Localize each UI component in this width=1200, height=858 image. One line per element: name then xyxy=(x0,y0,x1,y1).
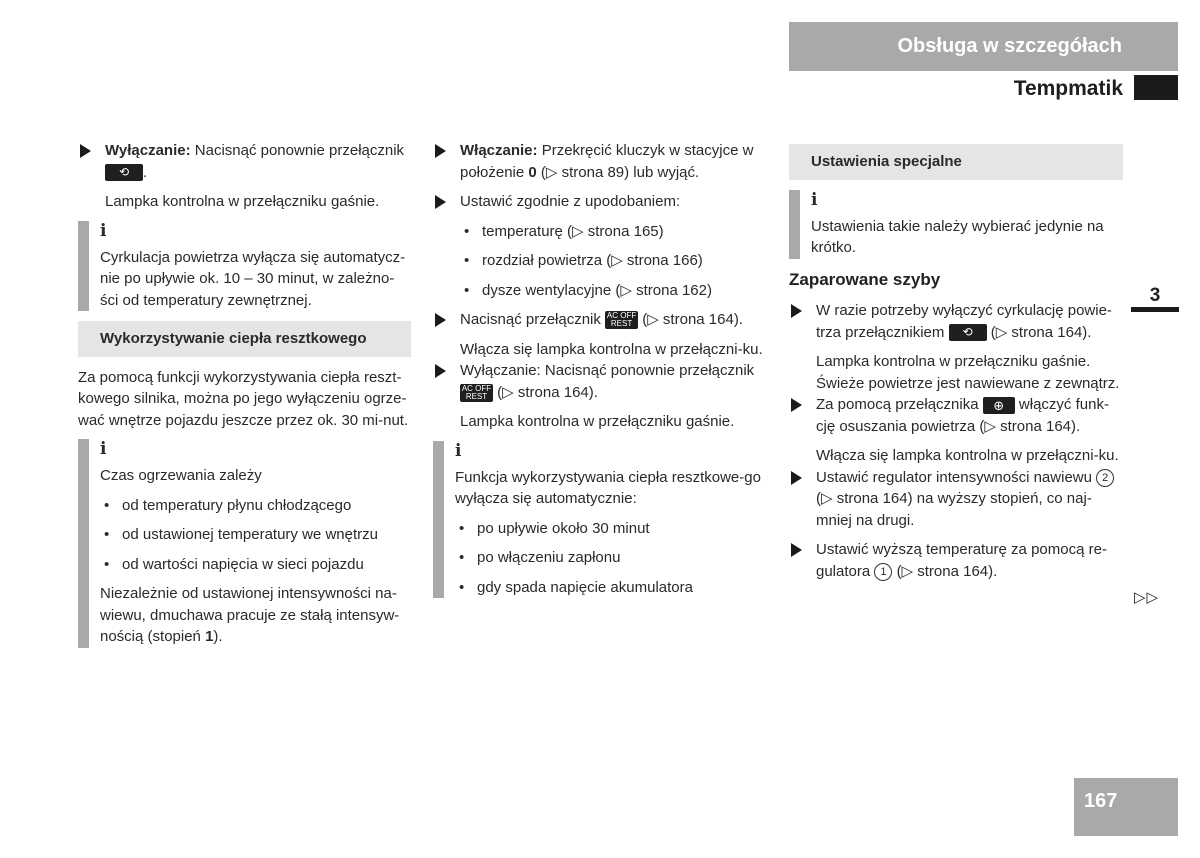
info-icon: i xyxy=(100,220,107,241)
instruction-item: Ustawić zgodnie z upodobaniem: xyxy=(433,191,768,213)
info-icon: i xyxy=(100,439,107,459)
circled-number-2: 2 xyxy=(1096,469,1114,487)
list-item: • od wartości napięcia w sieci pojazdu xyxy=(104,555,364,573)
note-bar xyxy=(78,221,89,312)
info-note xyxy=(78,221,411,312)
list-item: • dysze wentylacyjne (▷ strona 162) xyxy=(464,281,712,299)
item-text: Nacisnąć ponownie przełącznik xyxy=(194,142,405,159)
section-header: Obsługa w szczegółach xyxy=(789,22,1178,71)
instruction-item: Ustawić regulator intensywności nawiewu 2 (▷ strona 164) na wyższy stopień, co naj-mniej na drugi. xyxy=(789,467,1123,532)
header-tab-marker xyxy=(1134,75,1178,100)
info-note xyxy=(433,441,768,599)
note-text: Cyrkulacja powietrza wyłącza się automatycz-nie po upływie ok. 10 – 30 minut, w zależno-ści od temperatury zewnętrznej. xyxy=(100,248,406,309)
instruction-item: W razie potrzeby wyłączyć cyrkulację powie-trza przełącznikiem ⟲ (▷ strona 164). xyxy=(789,300,1123,343)
note-bar xyxy=(433,441,444,599)
column-3 xyxy=(789,140,1123,590)
note-bar xyxy=(78,439,89,648)
paragraph: Za pomocą funkcji wykorzystywania ciepła reszt-kowego silnika, można po jego wyłączeniu ogrze-wać wnętrze pojazdu jeszcze przez ok. 30 mi-nut. xyxy=(78,368,409,429)
air-recirculation-switch-icon: ⟲ xyxy=(949,324,987,341)
instruction-item: Włączanie: Przekręcić kluczyk w stacyjce w położenie 0 (▷ strona 89) lub wyjąć. xyxy=(433,140,768,183)
list-item: • po włączeniu zapłonu xyxy=(459,549,621,566)
circled-number-1: 1 xyxy=(874,563,892,581)
continued-marker: ▷▷ xyxy=(1134,589,1160,606)
list-item: • rozdział powietrza (▷ strona 166) xyxy=(464,252,703,269)
info-note xyxy=(789,190,1123,259)
list-item: • gdy spada napięcie akumulatora xyxy=(459,578,693,596)
step-arrow-icon xyxy=(435,195,446,209)
item-result: Lampka kontrolna w przełączniku gaśnie. xyxy=(105,193,380,210)
item-result: Lampka kontrolna w przełączniku gaśnie. xyxy=(460,413,735,430)
section-title: Ustawienia specjalne xyxy=(789,144,1123,180)
page-number: 167 xyxy=(1074,778,1178,836)
note-text: Ustawienia takie należy wybierać jedynie na krótko. xyxy=(811,217,1104,256)
air-recirculation-switch-icon: ⟲ xyxy=(105,164,143,181)
list-item: • po upływie około 30 minut xyxy=(459,519,650,537)
step-arrow-icon xyxy=(791,471,802,485)
bullet-list xyxy=(433,221,768,302)
step-arrow-icon xyxy=(435,144,446,158)
subsection-title: Tempmatik xyxy=(1013,77,1123,100)
ac-off-rest-switch-icon: AC OFF REST xyxy=(461,383,492,401)
step-arrow-icon xyxy=(80,144,91,158)
instruction-item: Za pomocą przełącznika ⊕ włączyć funk-cję osuszania powietrza (▷ strona 164). xyxy=(789,394,1123,437)
ac-off-rest-switch-icon: AC OFF REST xyxy=(606,311,637,329)
info-icon: i xyxy=(811,189,818,210)
note-text: Czas ogrzewania zależy xyxy=(100,467,262,484)
info-note xyxy=(78,439,411,648)
note-bar xyxy=(789,190,800,259)
column-1 xyxy=(78,140,411,658)
item-result: Włącza się lampka kontrolna w przełączni-ku. xyxy=(460,340,763,358)
item-label: Wyłączanie: xyxy=(105,142,191,159)
list-item: • temperaturę (▷ strona 165) xyxy=(464,222,664,240)
instruction-item: Nacisnąć przełącznik AC OFF REST (▷ strona 164). xyxy=(433,309,768,331)
item-result: Lampka kontrolna w przełączniku gaśnie. Świeże powietrze jest nawiewane z zewnątrz. xyxy=(816,353,1120,392)
chapter-number: 3 xyxy=(1131,284,1179,312)
subheading: Zaparowane szyby xyxy=(789,269,941,289)
defrost-switch-icon: ⊕ xyxy=(983,397,1015,414)
instruction-item: Wyłączanie: Nacisnąć ponownie przełącznik AC OFF REST (▷ strona 164). xyxy=(433,360,768,403)
item-text: . xyxy=(143,163,148,181)
section-title: Wykorzystywanie ciepła resztkowego xyxy=(78,321,411,357)
list-item: • od temperatury płynu chłodzącego xyxy=(104,496,352,514)
step-arrow-icon xyxy=(435,313,446,327)
step-arrow-icon xyxy=(435,364,446,378)
step-arrow-icon xyxy=(791,398,802,412)
info-icon: i xyxy=(455,440,462,461)
list-item: • od ustawionej temperatury we wnętrzu xyxy=(104,526,378,543)
column-2 xyxy=(433,140,768,608)
note-text: Funkcja wykorzystywania ciepła resztkowe-go wyłącza się automatycznie: xyxy=(455,468,761,507)
step-arrow-icon xyxy=(791,304,802,318)
instruction-item xyxy=(78,140,411,183)
instruction-item: Ustawić wyższą temperaturę za pomocą re-gulatora 1 (▷ strona 164). xyxy=(789,539,1123,582)
note-text: Niezależnie od ustawionej intensywności na-wiewu, dmuchawa pracuje ze stałą intensyw-nością (stopień 1). xyxy=(100,585,400,645)
step-arrow-icon xyxy=(791,543,802,557)
item-result: Włącza się lampka kontrolna w przełączni-ku. xyxy=(816,447,1119,464)
